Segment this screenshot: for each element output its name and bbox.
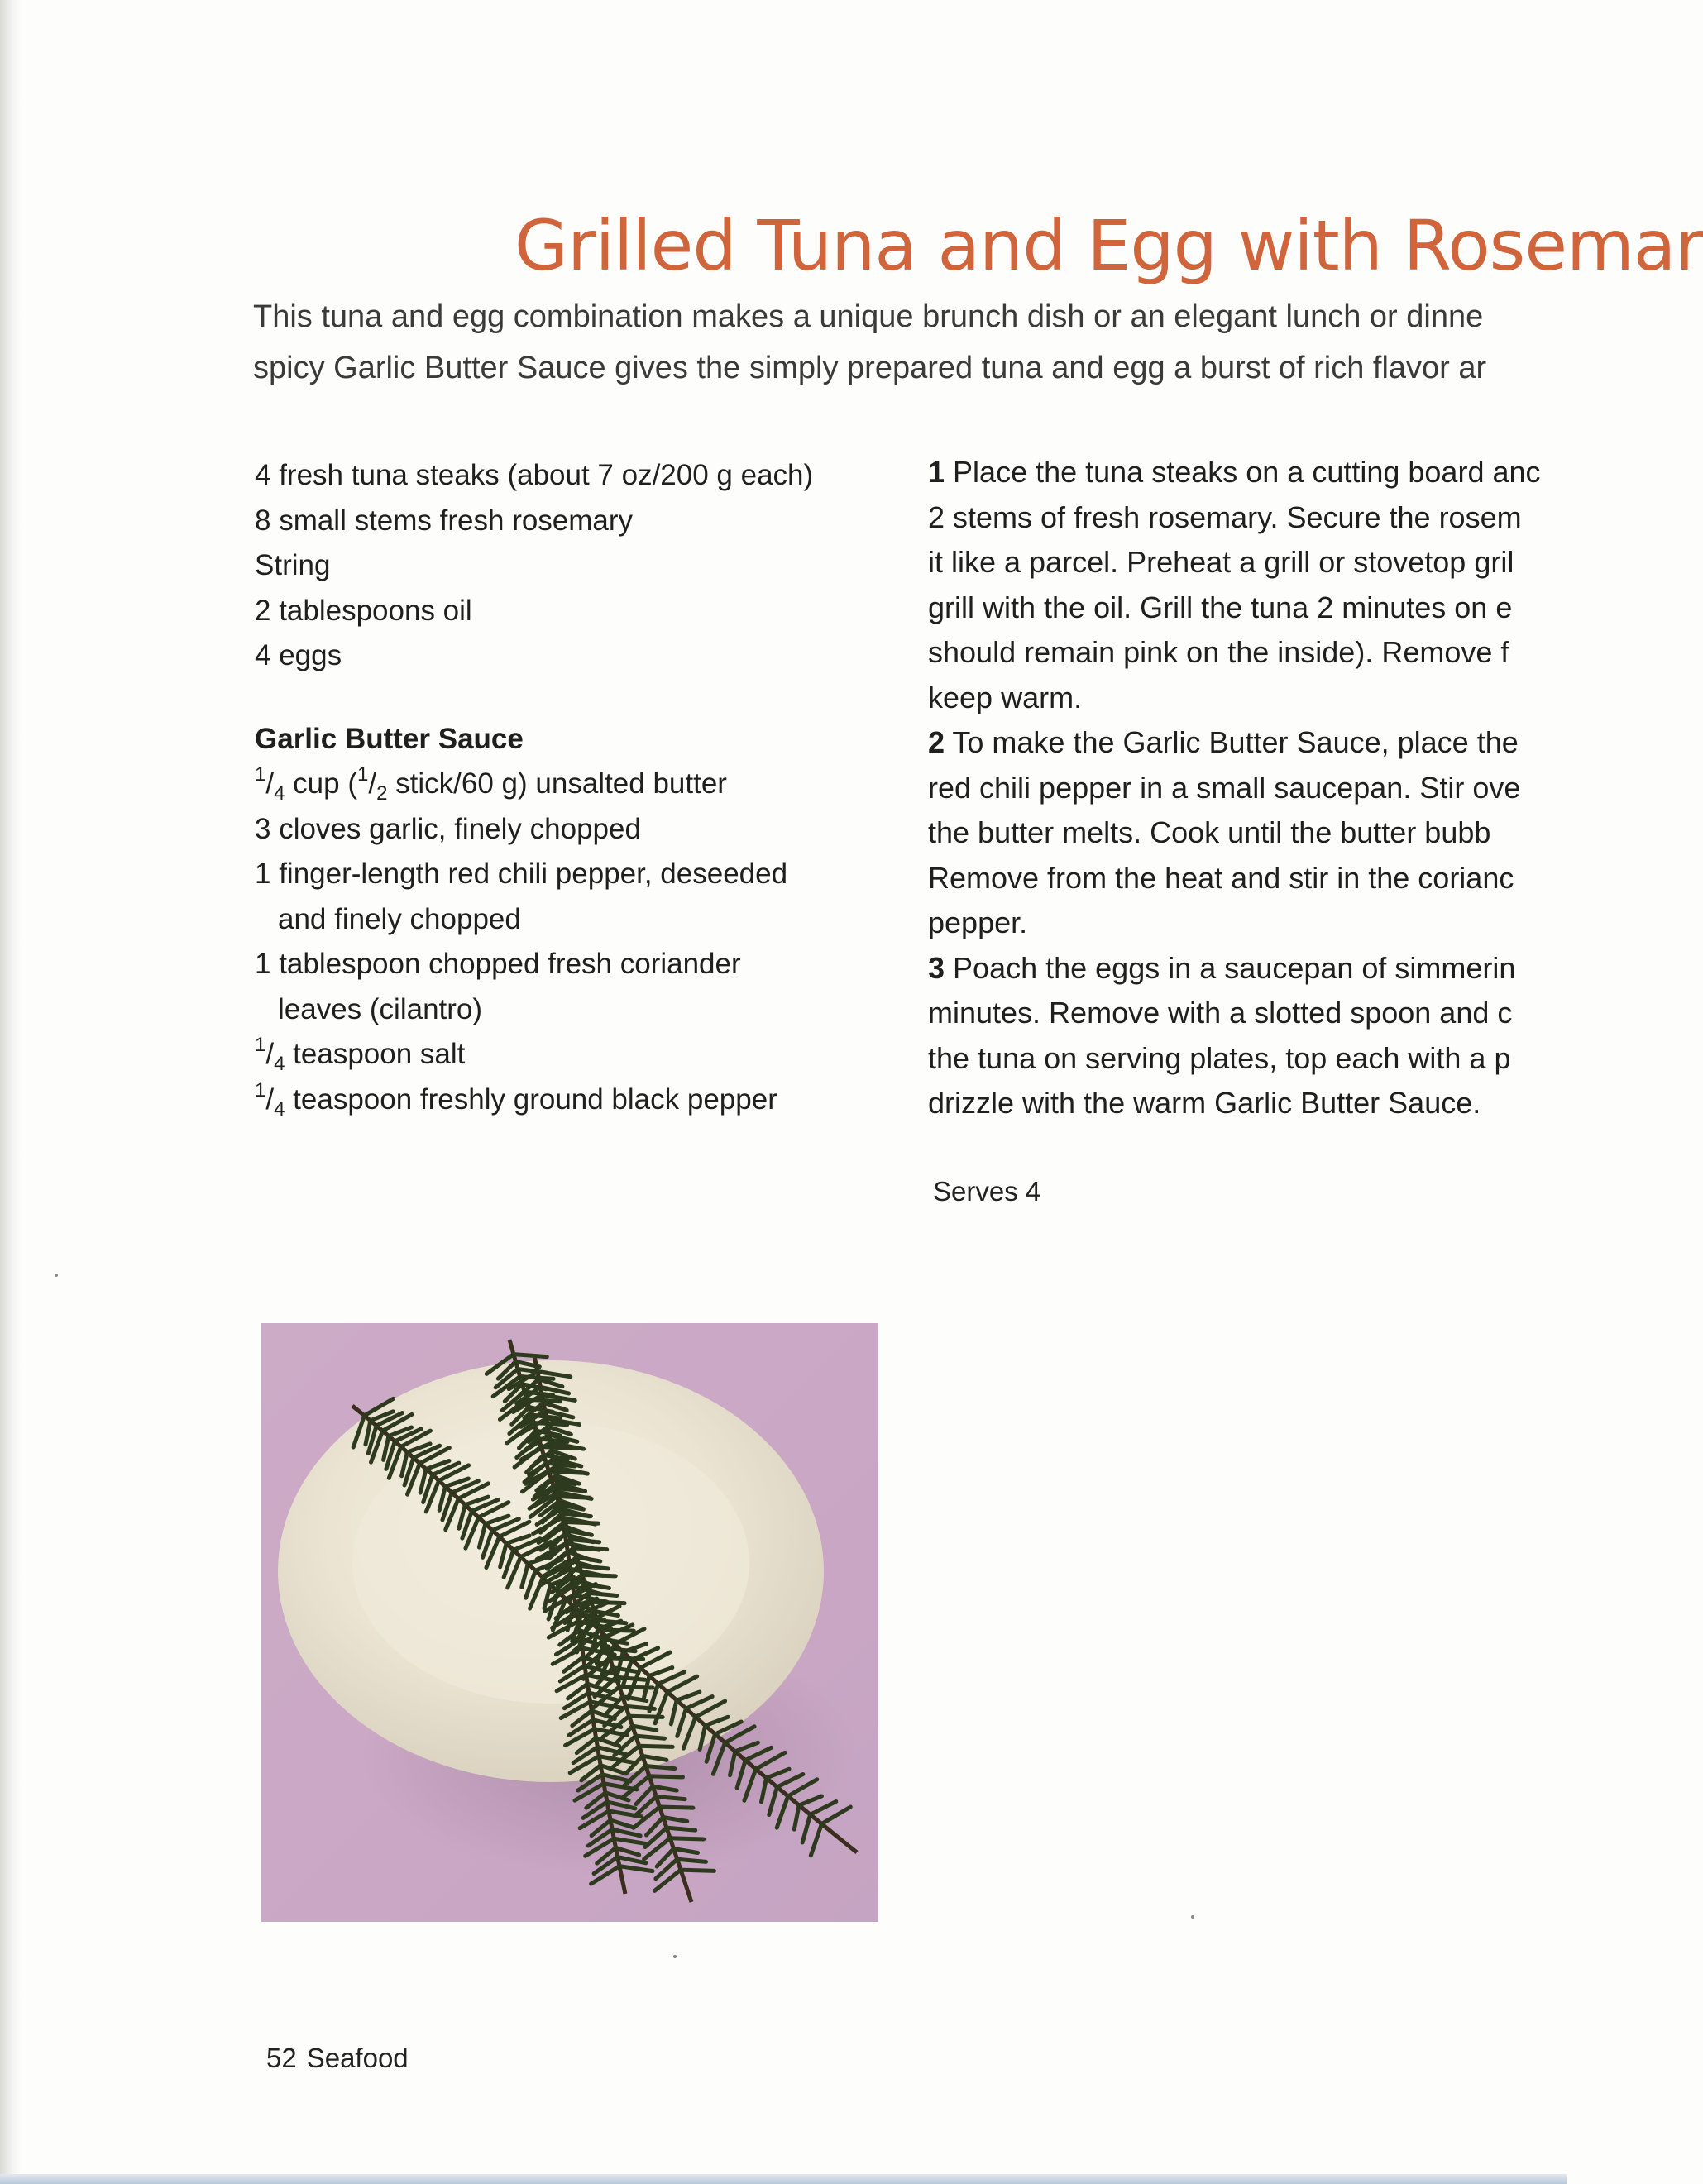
method-line bbox=[928, 720, 1672, 766]
ingredient-item: String bbox=[255, 549, 331, 581]
page-number: 52 bbox=[266, 2043, 297, 2073]
ingredient-text: stick/60 g) unsalted butter bbox=[387, 767, 727, 800]
rosemary-needle bbox=[811, 1824, 821, 1856]
rosemary-bowl-illustration bbox=[261, 1323, 878, 1922]
paper-speck bbox=[673, 1955, 677, 1958]
fraction-denominator: 2 bbox=[376, 782, 388, 805]
step-number: 3 bbox=[928, 950, 945, 985]
ingredient-item: $^1/_4$ cup ($^1/_2$ stick/60 g) unsalted butter bbox=[255, 763, 727, 805]
ingredient-text: teaspoon salt bbox=[285, 1038, 466, 1070]
section-name: Seafood bbox=[306, 2043, 409, 2073]
ingredient-item: $^1/_4$ teaspoon salt bbox=[255, 1034, 466, 1075]
fraction-denominator: 4 bbox=[274, 1053, 285, 1075]
method-line: it like a parcel. Preheat a grill or stovetop gril bbox=[928, 545, 1514, 579]
ingredient-item-continued: leaves (cilantro) bbox=[278, 992, 483, 1025]
rosemary-needle bbox=[616, 1677, 645, 1680]
method-line: the tuna on serving plates, top each with a p bbox=[928, 1040, 1511, 1075]
method-line: should remain pink on the inside). Remove f bbox=[928, 635, 1509, 669]
rosemary-needle bbox=[681, 1870, 714, 1871]
paper-speck bbox=[55, 1274, 58, 1277]
rosemary-needle bbox=[646, 1766, 675, 1769]
step-number: 2 bbox=[928, 725, 945, 759]
intro-line: This tuna and egg combination makes a unique brunch dish or an elegant lunch or dinne bbox=[253, 299, 1484, 334]
rosemary-needle bbox=[649, 1776, 682, 1777]
ingredient-text: cup ( bbox=[285, 767, 357, 800]
ingredient-item: 1 tablespoon chopped fresh coriander bbox=[255, 948, 741, 980]
method-line bbox=[928, 946, 1672, 992]
method-line: grill with the oil. Grill the tuna 2 minutes on e bbox=[928, 590, 1513, 624]
page-footer bbox=[266, 2043, 409, 2074]
method-line: pepper. bbox=[928, 906, 1028, 939]
ingredient-item: 2 tablespoons oil bbox=[255, 594, 472, 627]
method-line: drizzle with the warm Garlic Butter Sauce. bbox=[928, 1086, 1481, 1120]
intro-line: spicy Garlic Butter Sauce gives the simply prepared tuna and egg a burst of rich flavor ar bbox=[253, 351, 1487, 385]
rosemary-needle bbox=[667, 1828, 696, 1830]
ingredient-item: 4 fresh tuna steaks (about 7 oz/200 g each) bbox=[255, 459, 814, 491]
method-steps bbox=[928, 450, 1672, 1126]
ingredient-item: 3 cloves garlic, finely chopped bbox=[255, 812, 641, 845]
ingredient-item: 8 small stems fresh rosemary bbox=[255, 504, 634, 537]
ingredients-list bbox=[255, 453, 900, 1122]
sauce-heading: Garlic Butter Sauce bbox=[255, 722, 524, 755]
fraction-denominator: 4 bbox=[274, 1097, 285, 1121]
serves-note: Serves 4 bbox=[933, 1176, 1041, 1207]
step-text: Poach the eggs in a saucepan of simmerin bbox=[945, 950, 1516, 985]
rosemary-needle bbox=[656, 1797, 685, 1799]
fraction-numerator: 1 bbox=[357, 763, 369, 786]
rosemary-bowl-photo bbox=[261, 1323, 878, 1922]
rosemary-needle bbox=[636, 1736, 665, 1738]
step-number: 1 bbox=[928, 455, 945, 489]
fraction-numerator: 1 bbox=[255, 1034, 266, 1057]
page-bottom-edge bbox=[0, 2174, 1567, 2184]
ingredient-text: teaspoon freshly ground black pepper bbox=[285, 1082, 777, 1116]
method-line: minutes. Remove with a slotted spoon and c bbox=[928, 996, 1513, 1030]
step-text: Place the tuna steaks on a cutting board anc bbox=[945, 455, 1541, 489]
fraction-denominator: 4 bbox=[274, 782, 285, 805]
book-gutter-shadow bbox=[0, 0, 22, 2184]
fraction-numerator: 1 bbox=[255, 763, 266, 786]
rosemary-needle bbox=[659, 1807, 692, 1808]
rosemary-needle bbox=[639, 1746, 672, 1747]
ingredient-item: 4 eggs bbox=[255, 639, 342, 671]
method-line: red chili pepper in a small saucepan. Stir ove bbox=[928, 770, 1521, 805]
method-line: Remove from the heat and stir in the corianc bbox=[928, 860, 1514, 895]
method-line bbox=[928, 450, 1672, 495]
ingredient-item: 1 finger-length red chili pepper, deseeded bbox=[255, 858, 788, 890]
rosemary-needle bbox=[514, 1355, 547, 1357]
rosemary-needle bbox=[677, 1859, 706, 1861]
paper-speck bbox=[1191, 1915, 1194, 1919]
section-spacer bbox=[255, 679, 900, 717]
step-text: To make the Garlic Butter Sauce, place the bbox=[945, 725, 1519, 759]
recipe-title: Grilled Tuna and Egg with Rosemar bbox=[514, 205, 1703, 287]
method-line: 2 stems of fresh rosemary. Secure the rosem bbox=[928, 499, 1522, 534]
method-line: keep warm. bbox=[928, 680, 1083, 714]
method-line: the butter melts. Cook until the butter bubb bbox=[928, 815, 1491, 849]
rosemary-needle bbox=[670, 1838, 703, 1839]
ingredient-item: $^1/_4$ teaspoon freshly ground black pepper bbox=[255, 1078, 777, 1121]
ingredient-item-continued: and finely chopped bbox=[278, 902, 521, 935]
recipe-intro bbox=[253, 291, 1659, 394]
fraction-numerator: 1 bbox=[255, 1078, 266, 1102]
